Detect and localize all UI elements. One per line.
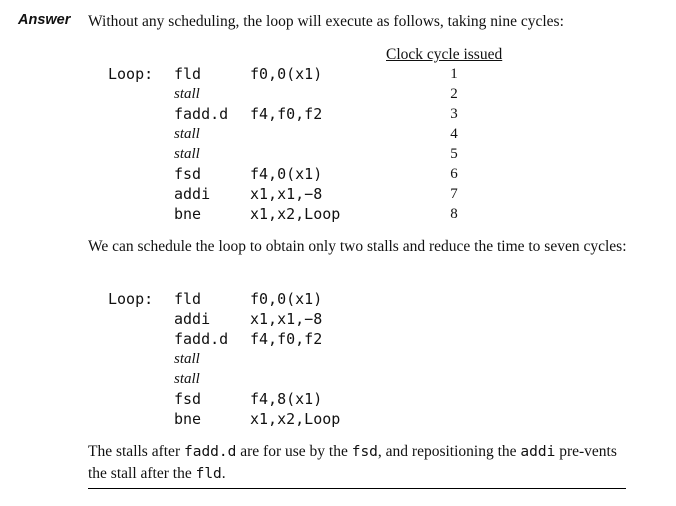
opcode: bne [174,205,202,223]
opcode: fsd [174,165,202,183]
opcode: fld [174,65,202,83]
explanation-text-5: . [221,465,226,482]
explanation-text-4: pre-vents the stall after the [88,443,617,482]
explanation-text-2: are for use by the [236,443,352,460]
loop-label: Loop: [108,65,154,83]
operands: x1,x2,Loop [250,205,341,223]
opcode: fld [174,290,202,308]
opcode: addi [174,310,211,328]
explanation-text-1: The stalls after [88,443,184,460]
operands: f4,f0,f2 [250,105,323,123]
stall-marker: stall [174,351,200,367]
stall-marker: stall [174,146,200,162]
bottom-rule [88,488,626,489]
explanation-paragraph [88,441,628,485]
code-addi: addi [520,444,556,460]
intro-paragraph: Without any scheduling, the loop will execute as follows, taking nine cycles: [88,13,564,30]
operands: x1,x2,Loop [250,410,341,428]
opcode: fsd [174,390,202,408]
stall-marker: stall [174,371,200,387]
operands: f4,0(x1) [250,165,323,183]
cycle-number: 1 [450,66,458,82]
operands: f4,8(x1) [250,390,323,408]
cycle-number: 6 [450,166,458,182]
opcode: bne [174,410,202,428]
cycle-number: 7 [450,186,458,202]
stall-marker: stall [174,126,200,142]
loop-label: Loop: [108,290,154,308]
explanation-text-3: , and repositioning the [377,443,521,460]
cycle-number: 3 [450,106,458,122]
operands: f4,f0,f2 [250,330,323,348]
answer-label: Answer [18,12,71,28]
operands: f0,0(x1) [250,65,323,83]
opcode: fadd.d [174,105,229,123]
code-fsd: fsd [351,444,378,460]
cycle-number: 8 [450,206,458,222]
stall-marker: stall [174,86,200,102]
cycle-number: 2 [450,86,458,102]
operands: x1,x1,−8 [250,310,323,328]
opcode: addi [174,185,211,203]
cycle-number: 5 [450,146,458,162]
cycle-column-header: Clock cycle issued [386,46,503,63]
operands: f0,0(x1) [250,290,323,308]
cycle-number: 4 [450,126,458,142]
scheduling-paragraph: We can schedule the loop to obtain only two stalls and reduce the time to seven cycles: [88,238,627,255]
operands: x1,x1,−8 [250,185,323,203]
opcode: fadd.d [174,330,229,348]
code-fadd-d: fadd.d [183,444,237,460]
code-fld: fld [195,466,222,482]
